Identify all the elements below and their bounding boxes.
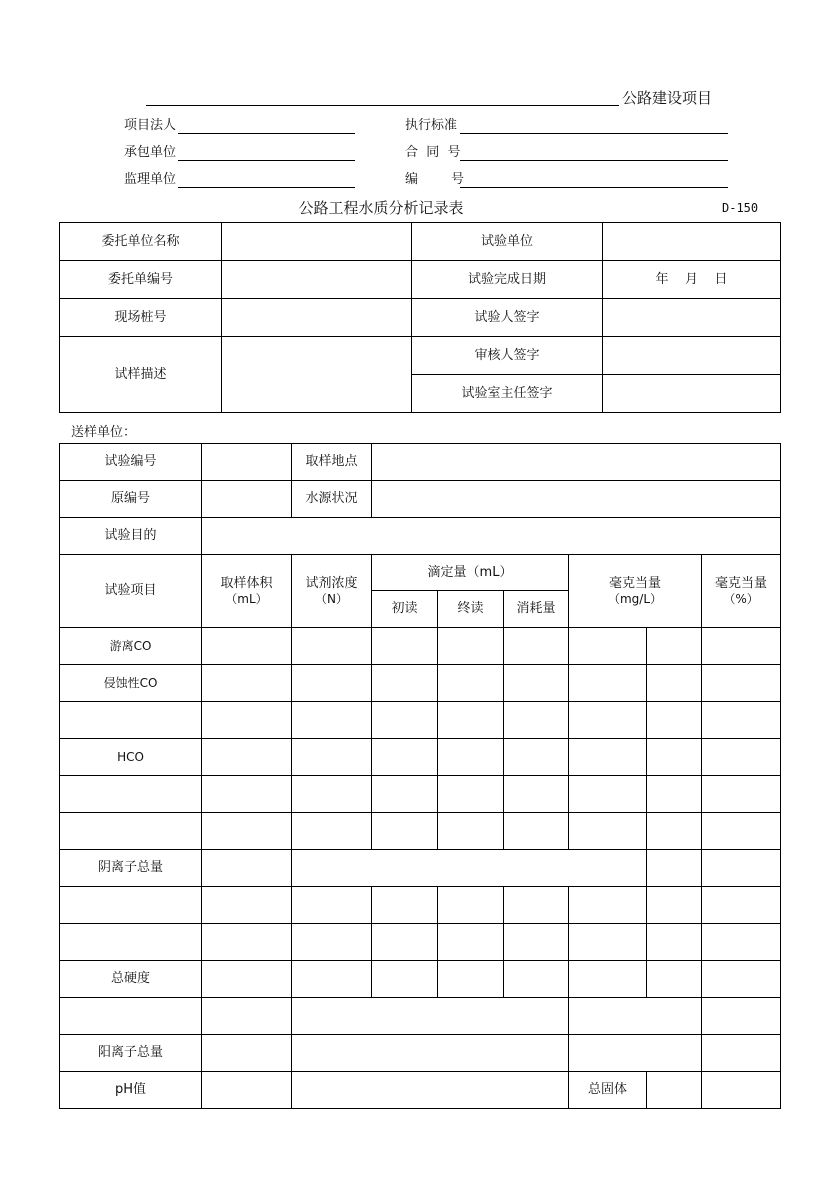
table-cell[interactable] <box>60 813 202 850</box>
col-initial-header: 初读 <box>372 591 438 628</box>
table-row <box>60 998 781 1035</box>
standard-label: 执行标准 <box>405 118 458 133</box>
supervisor-label: 监理单位 <box>124 172 177 187</box>
table-cell[interactable] <box>202 628 292 665</box>
test-unit-cell[interactable] <box>603 223 781 261</box>
client-name-cell[interactable] <box>222 223 412 261</box>
table-cell[interactable] <box>292 887 372 924</box>
table-cell[interactable] <box>702 776 781 813</box>
table-cell[interactable] <box>292 776 372 813</box>
test-no-label: 试验编号 <box>60 444 202 481</box>
table-cell[interactable] <box>292 628 372 665</box>
sample-desc-cell[interactable] <box>222 337 412 413</box>
table-cell[interactable] <box>438 924 504 961</box>
table-cell[interactable] <box>702 813 781 850</box>
row-hco-label: HCO <box>60 739 202 776</box>
table-row <box>60 961 781 998</box>
serial-no-label: 编 号 <box>405 172 465 187</box>
lab-director-sign-cell[interactable] <box>603 375 781 413</box>
table-row <box>60 813 781 850</box>
table-cell[interactable] <box>504 887 569 924</box>
table-cell[interactable] <box>60 776 202 813</box>
reviewer-sign-label: 审核人签字 <box>412 337 603 375</box>
table-cell[interactable] <box>372 776 438 813</box>
table-cell[interactable] <box>702 665 781 702</box>
cation-total-merged-cell[interactable] <box>292 1035 569 1072</box>
table-cell[interactable] <box>647 776 702 813</box>
total-solids-label: 总固体 <box>569 1072 647 1109</box>
table-cell[interactable] <box>702 1035 781 1072</box>
table-cell[interactable] <box>702 850 781 887</box>
client-no-cell[interactable] <box>222 261 412 299</box>
table-row <box>60 1072 781 1109</box>
table-cell[interactable] <box>504 961 569 998</box>
table-cell[interactable] <box>569 998 702 1035</box>
test-no-cell[interactable] <box>202 444 292 481</box>
merged-cell[interactable] <box>292 998 569 1035</box>
row-free-co-label: 游离CO <box>60 628 202 665</box>
table-cell[interactable] <box>569 665 647 702</box>
lab-director-sign-label: 试验室主任签字 <box>412 375 603 413</box>
table-cell[interactable] <box>569 887 647 924</box>
table-cell[interactable] <box>202 739 292 776</box>
table-cell[interactable] <box>60 702 202 739</box>
meq-mgl-text: 毫克当量 <box>608 576 661 591</box>
table-cell[interactable] <box>504 702 569 739</box>
table-cell[interactable] <box>647 739 702 776</box>
form-code: D-150 <box>722 201 759 215</box>
table-cell[interactable] <box>372 739 438 776</box>
form-title: 公路工程水质分析记录表 <box>298 199 464 217</box>
table-cell[interactable] <box>438 887 504 924</box>
col-reagent-conc-header <box>292 555 372 628</box>
table-cell[interactable] <box>504 813 569 850</box>
sampling-site-cell[interactable] <box>372 444 781 481</box>
finish-date-label: 试验完成日期 <box>412 261 603 299</box>
col-sample-volume-header <box>202 555 292 628</box>
sample-volume-unit: （mL） <box>225 592 268 606</box>
table-row <box>60 924 781 961</box>
info-table <box>59 222 781 413</box>
table-row <box>60 887 781 924</box>
table-cell[interactable] <box>438 702 504 739</box>
table-cell[interactable] <box>569 961 647 998</box>
table-cell[interactable] <box>60 998 202 1035</box>
site-pile-cell[interactable] <box>222 299 412 337</box>
reagent-conc-unit: （N） <box>315 592 348 606</box>
col-item-header: 试验项目 <box>60 555 202 628</box>
table-cell[interactable] <box>202 813 292 850</box>
table-cell[interactable] <box>438 628 504 665</box>
table-row <box>60 850 781 887</box>
table-cell[interactable] <box>702 961 781 998</box>
standard-field[interactable] <box>460 133 728 134</box>
table-cell[interactable] <box>702 1072 781 1109</box>
table-cell[interactable] <box>702 924 781 961</box>
sample-desc-label: 试样描述 <box>60 337 222 413</box>
table-cell[interactable] <box>647 628 702 665</box>
table-cell[interactable] <box>202 998 292 1035</box>
col-titration-header: 滴定量（mL） <box>372 555 569 591</box>
table-cell[interactable] <box>202 961 292 998</box>
sender-label: 送样单位： <box>71 425 137 440</box>
purpose-cell[interactable] <box>202 518 781 555</box>
table-cell[interactable] <box>569 1035 702 1072</box>
reviewer-sign-cell[interactable] <box>603 337 781 375</box>
table-cell[interactable] <box>372 813 438 850</box>
table-cell[interactable] <box>504 628 569 665</box>
table-cell[interactable] <box>60 887 202 924</box>
table-cell[interactable] <box>202 1035 292 1072</box>
sample-volume-text: 取样体积 <box>220 576 273 591</box>
table-cell[interactable] <box>292 924 372 961</box>
row-erosive-co-label: 侵蚀性CO <box>60 665 202 702</box>
table-cell[interactable] <box>372 628 438 665</box>
table-row <box>60 776 781 813</box>
table-cell[interactable] <box>647 924 702 961</box>
table-cell[interactable] <box>504 665 569 702</box>
row-anion-total-label: 阴离子总量 <box>60 850 202 887</box>
table-cell[interactable] <box>702 998 781 1035</box>
table-cell[interactable] <box>202 702 292 739</box>
col-final-header: 终读 <box>438 591 504 628</box>
table-cell[interactable] <box>438 776 504 813</box>
contractor-field[interactable] <box>178 160 355 161</box>
contractor-label: 承包单位 <box>124 145 177 160</box>
table-cell[interactable] <box>702 628 781 665</box>
table-cell[interactable] <box>438 813 504 850</box>
table-cell[interactable] <box>202 924 292 961</box>
table-cell[interactable] <box>702 702 781 739</box>
table-cell[interactable] <box>647 665 702 702</box>
test-unit-label: 试验单位 <box>412 223 603 261</box>
water-source-cell[interactable] <box>372 481 781 518</box>
table-cell[interactable] <box>292 813 372 850</box>
table-cell[interactable] <box>647 961 702 998</box>
orig-no-label: 原编号 <box>60 481 202 518</box>
project-suffix: 公路建设项目 <box>622 89 713 107</box>
table-row <box>60 739 781 776</box>
table-row <box>60 1035 781 1072</box>
table-cell[interactable] <box>569 776 647 813</box>
meq-pct-unit: （%） <box>723 592 759 606</box>
table-cell[interactable] <box>372 665 438 702</box>
table-cell[interactable] <box>569 702 647 739</box>
project-owner-field[interactable] <box>178 133 355 134</box>
orig-no-cell[interactable] <box>202 481 292 518</box>
tester-sign-label: 试验人签字 <box>412 299 603 337</box>
finish-date-cell[interactable]: 年 月 日 <box>603 261 781 299</box>
water-source-label: 水源状况 <box>292 481 372 518</box>
table-cell[interactable] <box>292 702 372 739</box>
table-cell[interactable] <box>504 739 569 776</box>
reagent-conc-text: 试剂浓度 <box>305 576 358 591</box>
meq-pct-text: 毫克当量 <box>715 576 768 591</box>
table-cell[interactable] <box>202 665 292 702</box>
client-name-label: 委托单位名称 <box>60 223 222 261</box>
table-cell[interactable] <box>60 924 202 961</box>
serial-no-field[interactable] <box>460 187 728 188</box>
analysis-table <box>59 443 781 1109</box>
table-cell[interactable] <box>202 776 292 813</box>
table-cell[interactable] <box>569 739 647 776</box>
row-total-hardness-label: 总硬度 <box>60 961 202 998</box>
table-cell[interactable] <box>438 961 504 998</box>
col-consumed-header: 消耗量 <box>504 591 569 628</box>
contract-no-field[interactable] <box>460 160 728 161</box>
row-ph-label: pH值 <box>60 1072 202 1109</box>
table-cell[interactable] <box>569 628 647 665</box>
table-cell[interactable] <box>438 665 504 702</box>
ph-value-cell[interactable] <box>202 1072 292 1109</box>
table-cell[interactable] <box>372 961 438 998</box>
sampling-site-label: 取样地点 <box>292 444 372 481</box>
col-meq-mgl-header <box>569 555 702 628</box>
col-meq-pct-header <box>702 555 781 628</box>
table-cell[interactable] <box>647 813 702 850</box>
table-cell[interactable] <box>372 887 438 924</box>
table-cell[interactable] <box>292 739 372 776</box>
total-solids-cell[interactable] <box>647 1072 702 1109</box>
table-cell[interactable] <box>372 702 438 739</box>
table-cell[interactable] <box>702 739 781 776</box>
table-row <box>60 665 781 702</box>
table-cell[interactable] <box>292 665 372 702</box>
table-cell[interactable] <box>647 887 702 924</box>
anion-total-merged-cell[interactable] <box>292 850 647 887</box>
table-cell[interactable] <box>504 776 569 813</box>
row-cation-total-label: 阳离子总量 <box>60 1035 202 1072</box>
ph-merged-cell[interactable] <box>292 1072 569 1109</box>
project-name-line[interactable] <box>146 105 619 106</box>
table-cell[interactable] <box>202 850 292 887</box>
table-cell[interactable] <box>292 961 372 998</box>
meq-mgl-unit: （mg/L） <box>607 592 663 606</box>
table-row <box>60 702 781 739</box>
table-cell[interactable] <box>702 887 781 924</box>
project-owner-label: 项目法人 <box>124 118 177 133</box>
tester-sign-cell[interactable] <box>603 299 781 337</box>
client-no-label: 委托单编号 <box>60 261 222 299</box>
site-pile-label: 现场桩号 <box>60 299 222 337</box>
table-cell[interactable] <box>372 924 438 961</box>
table-row <box>60 628 781 665</box>
purpose-label: 试验目的 <box>60 518 202 555</box>
table-cell[interactable] <box>504 924 569 961</box>
supervisor-field[interactable] <box>178 187 355 188</box>
table-cell[interactable] <box>647 702 702 739</box>
table-cell[interactable] <box>569 813 647 850</box>
table-cell[interactable] <box>647 850 702 887</box>
table-cell[interactable] <box>438 739 504 776</box>
table-cell[interactable] <box>569 924 647 961</box>
table-cell[interactable] <box>202 887 292 924</box>
contract-no-label: 合 同 号 <box>405 145 461 160</box>
